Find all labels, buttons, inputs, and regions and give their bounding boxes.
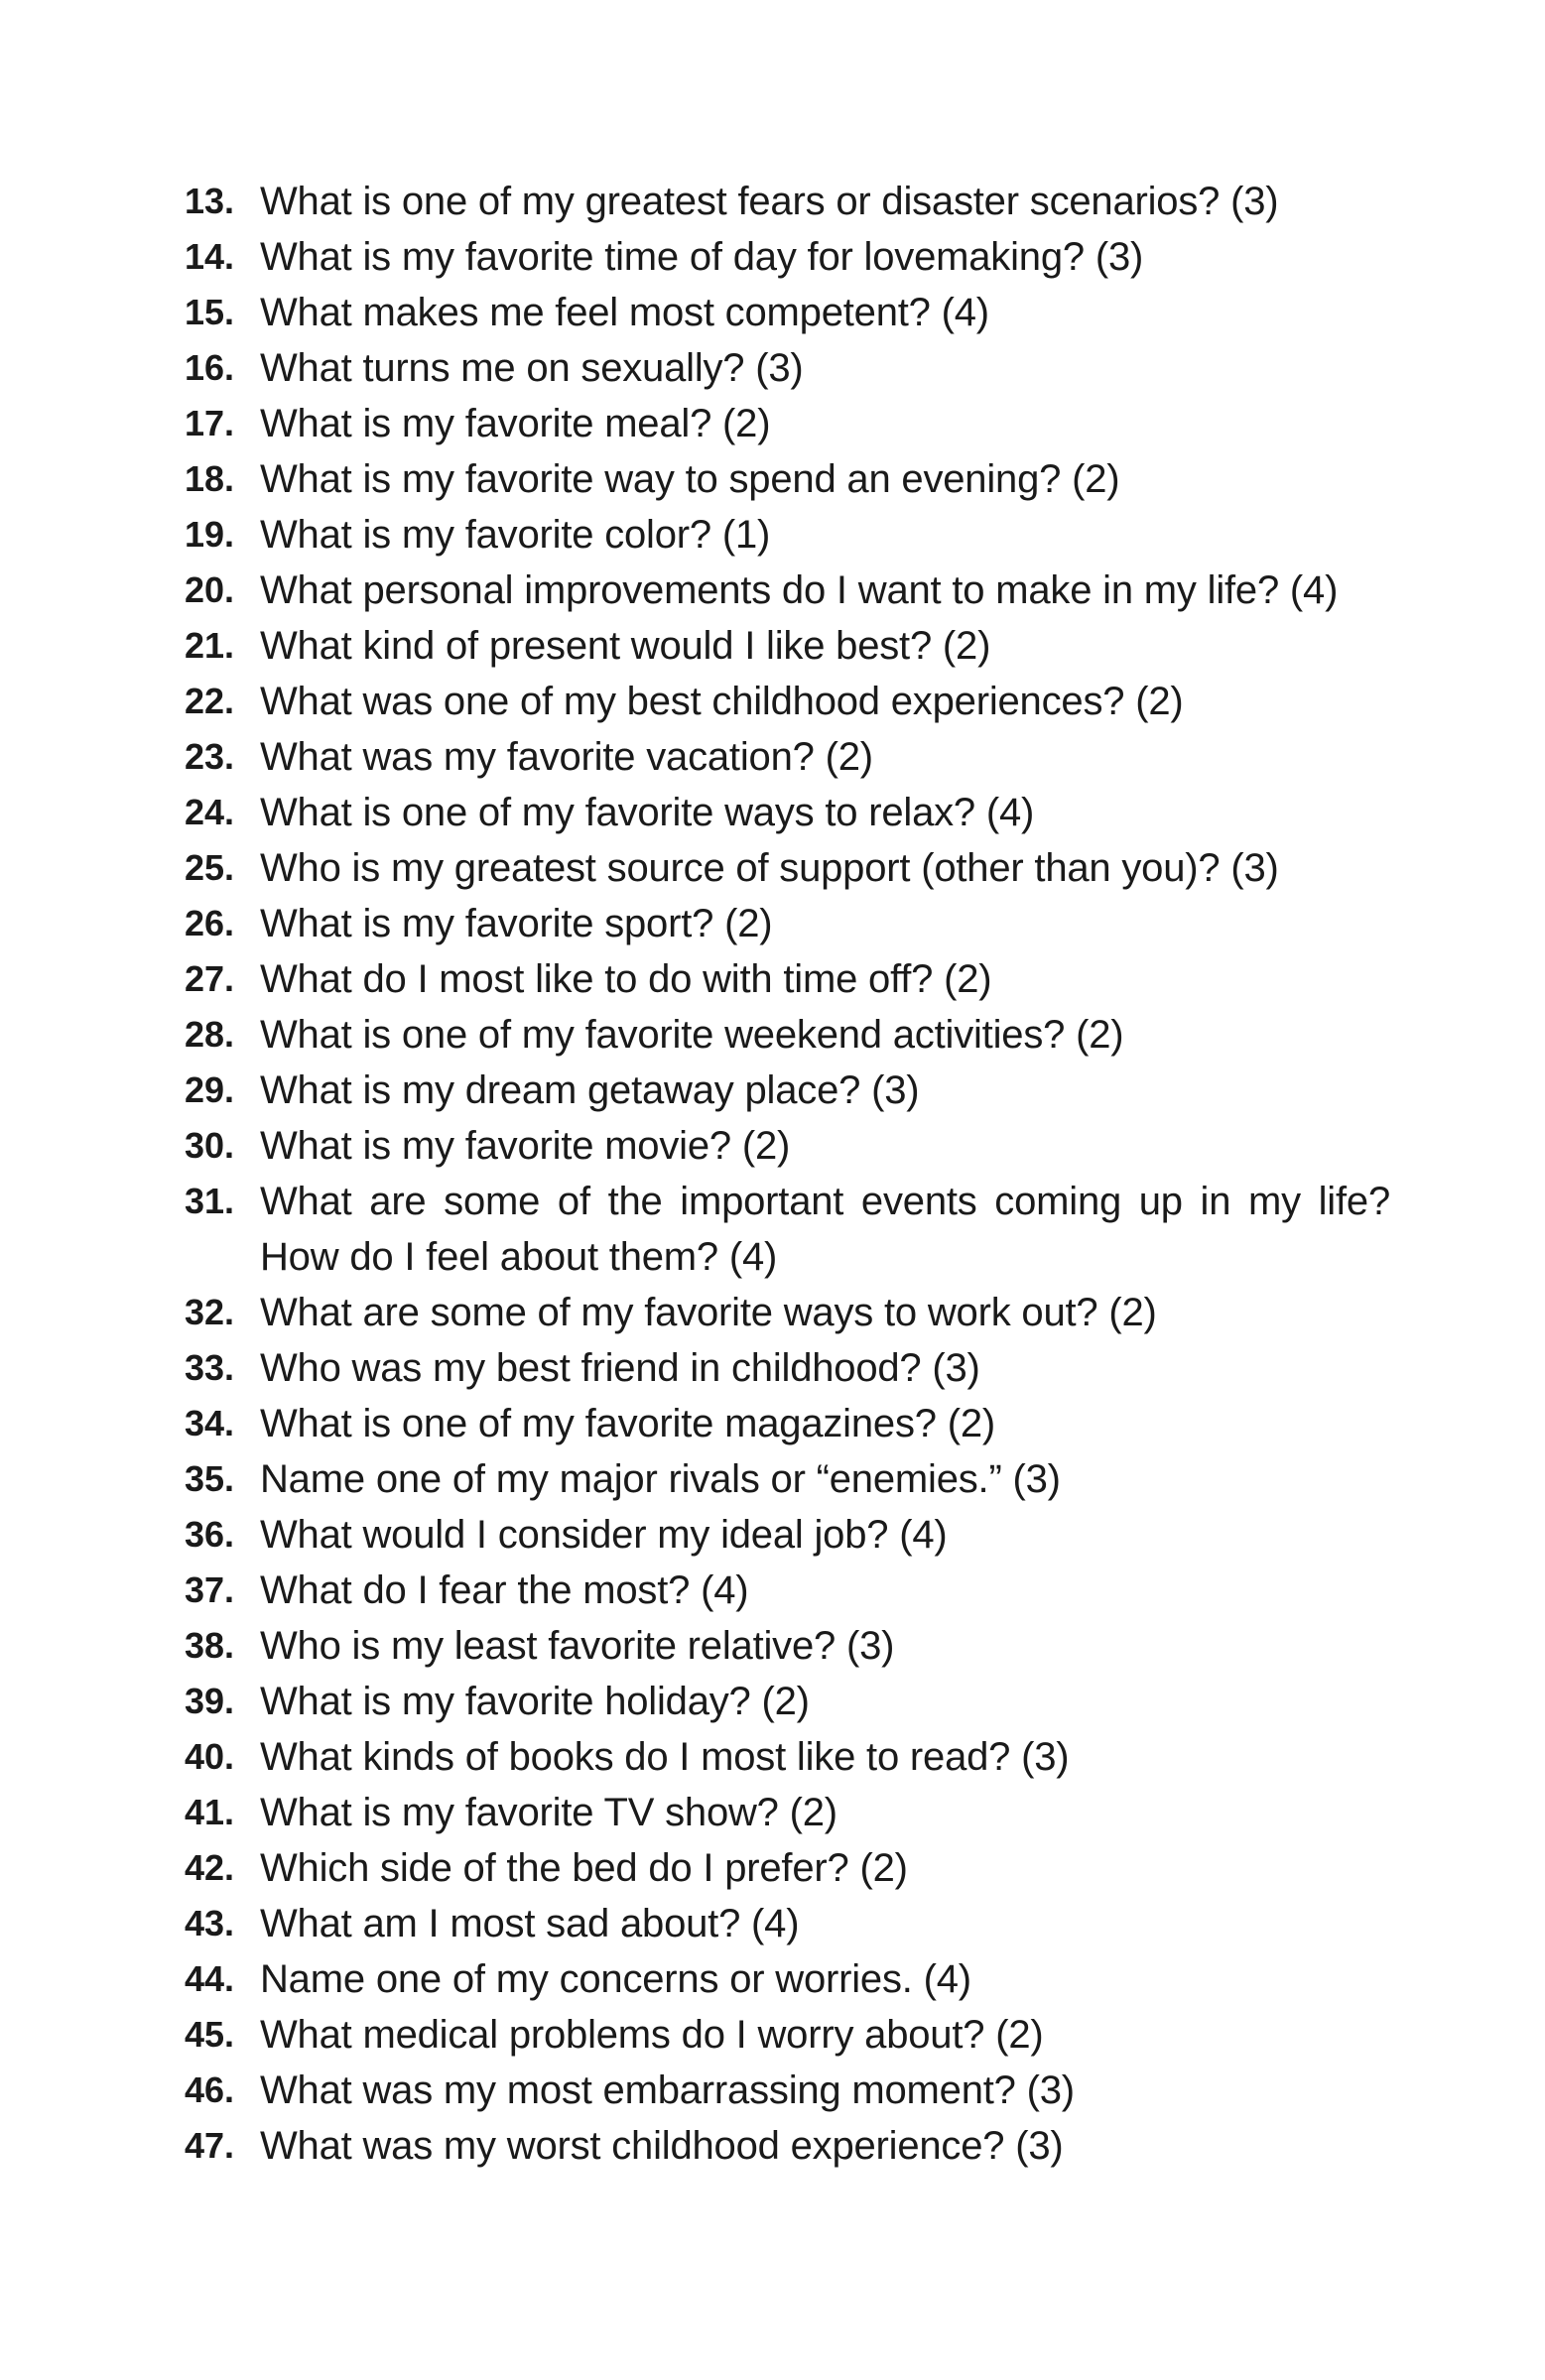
- item-number: 41.: [185, 1792, 235, 1832]
- item-number: 31.: [185, 1181, 235, 1221]
- item-number: 33.: [185, 1347, 235, 1388]
- list-item: [185, 1118, 1390, 1174]
- list-item: [185, 2063, 1390, 2118]
- item-text: What medical problems do I worry about? (2): [260, 2013, 1044, 2057]
- item-text: What is my favorite holiday? (2): [260, 1680, 810, 1723]
- list-item: [185, 396, 1390, 451]
- item-number: 29.: [185, 1069, 235, 1110]
- item-number: 35.: [185, 1458, 235, 1499]
- item-text: What is my favorite movie? (2): [260, 1124, 791, 1168]
- item-text: What am I most sad about? (4): [260, 1902, 800, 1945]
- list-item: [185, 896, 1390, 951]
- item-text: What is my favorite meal? (2): [260, 402, 771, 445]
- item-number: 39.: [185, 1681, 235, 1721]
- item-number: 40.: [185, 1736, 235, 1777]
- item-text: What kinds of books do I most like to read? (3): [260, 1735, 1070, 1779]
- item-text: What is one of my greatest fears or disaster scenarios? (3): [260, 180, 1279, 223]
- item-text: What is my favorite TV show? (2): [260, 1791, 837, 1834]
- item-text: What is one of my favorite ways to relax? (4): [260, 791, 1035, 834]
- item-text: What would I consider my ideal job? (4): [260, 1513, 948, 1557]
- list-item: [185, 1285, 1390, 1340]
- item-text: What is my favorite way to spend an evening? (2): [260, 457, 1120, 501]
- item-text: Which side of the bed do I prefer? (2): [260, 1846, 908, 1890]
- list-item: [185, 951, 1390, 1007]
- item-text: What is one of my favorite magazines? (2): [260, 1402, 995, 1445]
- item-number: 28.: [185, 1014, 235, 1055]
- item-number: 47.: [185, 2125, 235, 2166]
- item-number: 26.: [185, 903, 235, 943]
- item-number: 14.: [185, 236, 235, 277]
- item-number: 16.: [185, 347, 235, 388]
- item-number: 22.: [185, 681, 235, 721]
- item-text: Name one of my concerns or worries. (4): [260, 1957, 971, 2001]
- list-item: [185, 1729, 1390, 1785]
- list-item: [185, 451, 1390, 507]
- item-number: 27.: [185, 958, 235, 999]
- item-number: 13.: [185, 181, 235, 221]
- list-item: [185, 1951, 1390, 2007]
- item-number: 24.: [185, 792, 235, 832]
- item-text: Who was my best friend in childhood? (3): [260, 1346, 980, 1390]
- list-item: [185, 2118, 1390, 2174]
- list-item: [185, 840, 1390, 896]
- item-number: 36.: [185, 1514, 235, 1555]
- list-item: [185, 2007, 1390, 2063]
- item-number: 17.: [185, 403, 235, 443]
- item-number: 23.: [185, 736, 235, 777]
- item-text: What is my favorite color? (1): [260, 513, 771, 557]
- item-text: What personal improvements do I want to make in my life? (4): [260, 568, 1339, 612]
- list-item: [185, 1785, 1390, 1840]
- item-text: What are some of the important events coming up in my life? How do I feel about them? (4): [260, 1180, 1390, 1279]
- item-text: What was my most embarrassing moment? (3): [260, 2068, 1075, 2112]
- item-number: 38.: [185, 1625, 235, 1666]
- list-item: [185, 1840, 1390, 1896]
- item-number: 15.: [185, 292, 235, 332]
- item-text: What is one of my favorite weekend activities? (2): [260, 1013, 1124, 1057]
- list-item: [185, 729, 1390, 785]
- item-text: What is my dream getaway place? (3): [260, 1068, 920, 1112]
- item-number: 43.: [185, 1903, 235, 1943]
- item-number: 18.: [185, 458, 235, 499]
- item-text: Name one of my major rivals or “enemies.” (3): [260, 1457, 1061, 1501]
- item-number: 46.: [185, 2069, 235, 2110]
- list-item: [185, 1340, 1390, 1396]
- list-item: [185, 1396, 1390, 1451]
- list-item: [185, 285, 1390, 340]
- item-number: 25.: [185, 847, 235, 888]
- list-item: [185, 340, 1390, 396]
- item-text: Who is my greatest source of support (other than you)? (3): [260, 846, 1279, 890]
- item-text: What do I fear the most? (4): [260, 1568, 749, 1612]
- question-list: [185, 174, 1390, 2174]
- item-number: 20.: [185, 569, 235, 610]
- item-text: What is my favorite time of day for lovemaking? (3): [260, 235, 1144, 279]
- list-item: [185, 1563, 1390, 1618]
- list-item: [185, 618, 1390, 674]
- list-item: [185, 1507, 1390, 1563]
- item-number: 45.: [185, 2014, 235, 2055]
- item-number: 30.: [185, 1125, 235, 1166]
- item-text: Who is my least favorite relative? (3): [260, 1624, 895, 1668]
- item-number: 19.: [185, 514, 235, 555]
- list-item: [185, 1007, 1390, 1063]
- list-item: [185, 563, 1390, 618]
- item-text: What was my worst childhood experience? (3): [260, 2124, 1064, 2168]
- list-item: [185, 229, 1390, 285]
- item-text: What kind of present would I like best? (2): [260, 624, 991, 668]
- item-text: What was one of my best childhood experiences? (2): [260, 680, 1184, 723]
- item-number: 21.: [185, 625, 235, 666]
- item-number: 37.: [185, 1569, 235, 1610]
- list-item: [185, 1451, 1390, 1507]
- list-item: [185, 174, 1390, 229]
- list-item: [185, 785, 1390, 840]
- list-item: [185, 1674, 1390, 1729]
- item-text: What are some of my favorite ways to work out? (2): [260, 1291, 1157, 1334]
- item-number: 34.: [185, 1403, 235, 1443]
- item-text: What do I most like to do with time off? (2): [260, 957, 992, 1001]
- item-text: What makes me feel most competent? (4): [260, 291, 989, 334]
- item-text: What was my favorite vacation? (2): [260, 735, 873, 779]
- list-item: [185, 674, 1390, 729]
- list-item: [185, 1063, 1390, 1118]
- list-item: [185, 1896, 1390, 1951]
- list-item: [185, 507, 1390, 563]
- item-text: What turns me on sexually? (3): [260, 346, 804, 390]
- item-number: 44.: [185, 1958, 235, 1999]
- item-number: 42.: [185, 1847, 235, 1888]
- item-text: What is my favorite sport? (2): [260, 902, 773, 945]
- list-item: [185, 1174, 1390, 1285]
- item-number: 32.: [185, 1292, 235, 1332]
- list-item: [185, 1618, 1390, 1674]
